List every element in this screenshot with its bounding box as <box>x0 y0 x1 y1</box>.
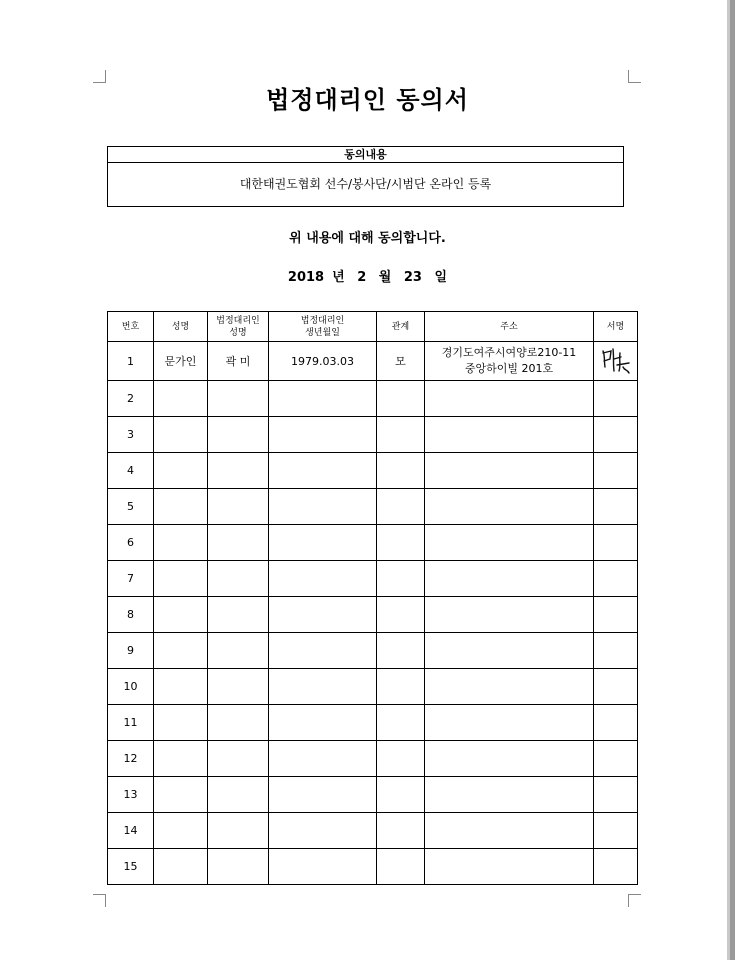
cell-name <box>154 417 208 453</box>
cell-number: 6 <box>108 525 154 561</box>
cell-relation <box>377 489 425 525</box>
cell-guardian-birth <box>269 741 377 777</box>
cell-guardian-name <box>208 597 269 633</box>
cell-name <box>154 633 208 669</box>
cell-guardian-name <box>208 777 269 813</box>
cell-guardian-birth <box>269 849 377 885</box>
table-row <box>108 489 638 525</box>
cell-address <box>425 813 594 849</box>
signing-date <box>0 266 735 285</box>
cell-relation <box>377 705 425 741</box>
header-guardian-birth-line2: 생년월일 <box>305 327 340 338</box>
cell-guardian-name <box>208 525 269 561</box>
table-row <box>108 381 638 417</box>
cell-name <box>154 849 208 885</box>
cell-address <box>425 381 594 417</box>
cell-number: 2 <box>108 381 154 417</box>
consent-header: 동의내용 <box>108 147 623 163</box>
cell-name <box>154 561 208 597</box>
cell-guardian-birth <box>269 417 377 453</box>
table-row <box>108 597 638 633</box>
date-year: 2018 <box>287 270 325 285</box>
header-guardian-birth-line1: 법정대리인 <box>300 315 345 326</box>
cell-name <box>154 741 208 777</box>
cell-number: 4 <box>108 453 154 489</box>
cell-relation <box>377 849 425 885</box>
cell-signature <box>594 342 638 381</box>
cell-signature <box>594 381 638 417</box>
consent-text: 대한태권도협회 선수/봉사단/시범단 온라인 등록 <box>239 177 492 191</box>
cell-signature <box>594 525 638 561</box>
cell-address <box>425 633 594 669</box>
table-row <box>108 342 638 381</box>
cell-number: 12 <box>108 741 154 777</box>
cell-guardian-birth <box>269 813 377 849</box>
cell-guardian-birth <box>269 705 377 741</box>
cell-relation <box>377 777 425 813</box>
header-address: 주소 <box>425 312 594 342</box>
margin-marker-bottom-left <box>93 894 106 907</box>
cell-name <box>154 453 208 489</box>
table-row <box>108 777 638 813</box>
cell-guardian-birth <box>269 489 377 525</box>
cell-guardian-name <box>208 633 269 669</box>
table-row <box>108 669 638 705</box>
cell-name <box>154 381 208 417</box>
cell-number: 15 <box>108 849 154 885</box>
cell-address <box>425 669 594 705</box>
header-name: 성명 <box>154 312 208 342</box>
cell-signature <box>594 489 638 525</box>
cell-guardian-name <box>208 417 269 453</box>
cell-relation <box>377 381 425 417</box>
cell-name <box>154 813 208 849</box>
cell-address <box>425 453 594 489</box>
header-relation: 관계 <box>377 312 425 342</box>
table-row <box>108 813 638 849</box>
cell-guardian-birth <box>269 669 377 705</box>
cell-address <box>425 525 594 561</box>
cell-guardian-birth <box>269 561 377 597</box>
cell-address <box>425 561 594 597</box>
header-number: 번호 <box>108 312 154 342</box>
cell-address <box>425 741 594 777</box>
header-guardian-name-line2: 성명 <box>229 327 247 338</box>
cell-guardian-name <box>208 453 269 489</box>
cell-relation <box>377 669 425 705</box>
header-signature: 서명 <box>594 312 638 342</box>
cell-guardian-name <box>208 561 269 597</box>
table-row <box>108 849 638 885</box>
cell-signature <box>594 561 638 597</box>
cell-name <box>154 777 208 813</box>
table-row <box>108 417 638 453</box>
margin-marker-bottom-right <box>628 894 641 907</box>
cell-signature <box>594 777 638 813</box>
cell-number: 14 <box>108 813 154 849</box>
cell-name <box>154 489 208 525</box>
header-guardian-birth <box>269 312 377 342</box>
cell-guardian-birth <box>269 381 377 417</box>
cell-number: 13 <box>108 777 154 813</box>
cell-relation <box>377 453 425 489</box>
cell-relation <box>377 741 425 777</box>
cell-relation <box>377 597 425 633</box>
cell-address <box>425 342 594 381</box>
table-row <box>108 633 638 669</box>
date-day-unit: 일 <box>434 270 448 285</box>
cell-guardian-name <box>208 489 269 525</box>
cell-relation <box>377 525 425 561</box>
cell-number: 11 <box>108 705 154 741</box>
consent-box <box>107 146 624 207</box>
cell-signature <box>594 705 638 741</box>
cell-guardian-name: 곽 미 <box>208 342 269 381</box>
table-row <box>108 453 638 489</box>
header-guardian-name <box>208 312 269 342</box>
cell-relation <box>377 633 425 669</box>
cell-address <box>425 489 594 525</box>
address-line-2: 중앙하이빌 201호 <box>464 362 554 375</box>
date-day: 23 <box>403 270 422 285</box>
cell-name <box>154 669 208 705</box>
cell-relation <box>377 561 425 597</box>
table-row <box>108 561 638 597</box>
address-line-1: 경기도여주시여양로210-11 <box>441 346 577 359</box>
cell-relation <box>377 417 425 453</box>
date-year-unit: 년 <box>332 270 345 285</box>
cell-guardian-name <box>208 669 269 705</box>
cell-address <box>425 705 594 741</box>
cell-name: 문가인 <box>154 342 208 381</box>
cell-signature <box>594 633 638 669</box>
date-month: 2 <box>357 270 367 285</box>
guardian-roster-table <box>107 311 638 885</box>
cell-number: 8 <box>108 597 154 633</box>
handwritten-signature-icon <box>599 345 633 377</box>
cell-address <box>425 777 594 813</box>
cell-number: 1 <box>108 342 154 381</box>
page-edge-shadow <box>727 0 735 960</box>
cell-address <box>425 849 594 885</box>
cell-guardian-name <box>208 381 269 417</box>
cell-guardian-name <box>208 813 269 849</box>
cell-number: 3 <box>108 417 154 453</box>
cell-guardian-birth <box>269 633 377 669</box>
cell-signature <box>594 849 638 885</box>
cell-guardian-birth <box>269 453 377 489</box>
cell-signature <box>594 741 638 777</box>
cell-signature <box>594 453 638 489</box>
cell-guardian-name <box>208 705 269 741</box>
cell-number: 9 <box>108 633 154 669</box>
cell-number: 7 <box>108 561 154 597</box>
table-row <box>108 525 638 561</box>
date-month-unit: 월 <box>378 270 392 285</box>
cell-name <box>154 705 208 741</box>
cell-guardian-birth <box>269 777 377 813</box>
cell-relation <box>377 813 425 849</box>
cell-guardian-birth: 1979.03.03 <box>269 342 377 381</box>
cell-number: 5 <box>108 489 154 525</box>
cell-address <box>425 597 594 633</box>
table-row <box>108 741 638 777</box>
table-row <box>108 705 638 741</box>
cell-signature <box>594 597 638 633</box>
table-header-row <box>108 312 638 342</box>
document-title: 법정대리인 동의서 <box>266 86 469 114</box>
cell-guardian-birth <box>269 597 377 633</box>
cell-name <box>154 525 208 561</box>
cell-address <box>425 417 594 453</box>
cell-guardian-birth <box>269 525 377 561</box>
cell-name <box>154 597 208 633</box>
agreement-statement: 위 내용에 대해 동의합니다. <box>289 231 446 246</box>
cell-signature <box>594 417 638 453</box>
cell-number: 10 <box>108 669 154 705</box>
cell-relation: 모 <box>377 342 425 381</box>
cell-guardian-name <box>208 849 269 885</box>
header-guardian-name-line1: 법정대리인 <box>216 315 260 326</box>
cell-signature <box>594 813 638 849</box>
cell-signature <box>594 669 638 705</box>
cell-guardian-name <box>208 741 269 777</box>
